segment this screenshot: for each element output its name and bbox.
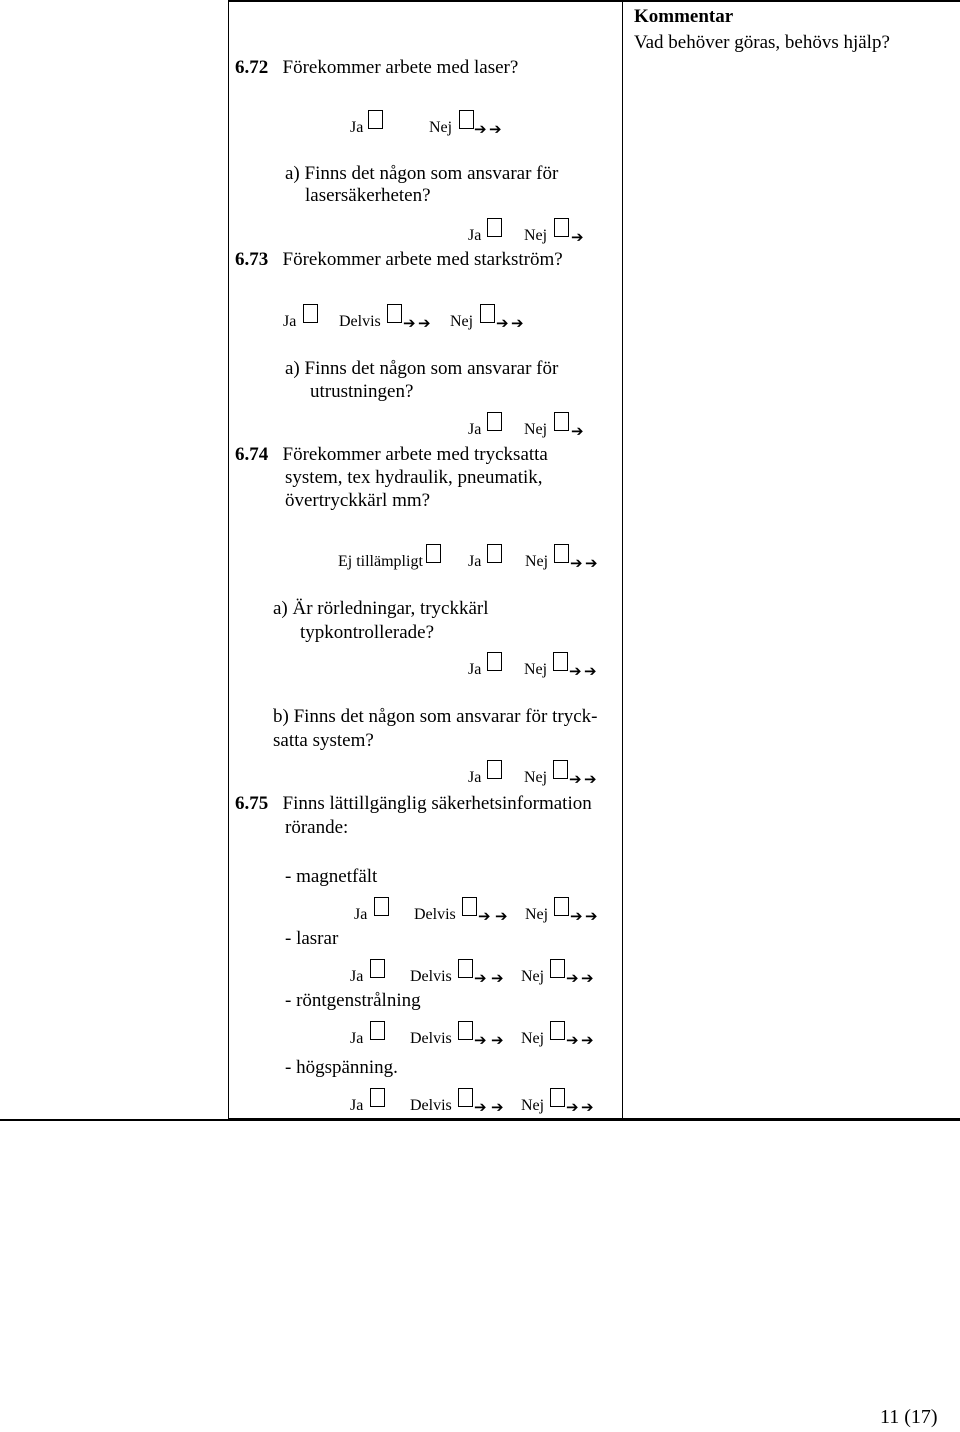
- nej-label: Nej: [429, 119, 453, 136]
- arrow-icon: ➔: [566, 1098, 579, 1116]
- subquestion-6-73-a-line2: utrustningen?: [310, 381, 414, 402]
- arrow-icon: ➔: [585, 554, 598, 572]
- ja-label: Ja: [468, 553, 482, 570]
- answer-row-6-74-a: [468, 660, 618, 684]
- nej-label: Nej: [524, 227, 548, 244]
- nej-checkbox[interactable]: [554, 412, 569, 431]
- nej-checkbox[interactable]: [550, 959, 565, 978]
- arrow-icon: ➔: [478, 907, 491, 925]
- question-number: 6.74: [235, 444, 269, 465]
- answer-row-6-72: [350, 118, 550, 142]
- arrow-icon: ➔: [581, 1098, 594, 1116]
- info-item-hogspanning: - högspänning.: [285, 1057, 398, 1078]
- delvis-checkbox[interactable]: [458, 1021, 473, 1040]
- ja-checkbox[interactable]: [487, 218, 502, 237]
- subquestion-6-74-a-line2: typkontrollerade?: [300, 622, 435, 643]
- ej-tillampligt-label: Ej tillämpligt: [338, 553, 423, 570]
- subquestion-6-72-a-line2: lasersäkerheten?: [305, 185, 431, 206]
- ja-label: Ja: [283, 313, 297, 330]
- delvis-checkbox[interactable]: [458, 1088, 473, 1107]
- arrow-icon: ➔: [403, 314, 416, 332]
- arrow-icon: ➔: [581, 1031, 594, 1049]
- page-number: 11 (17): [880, 1406, 938, 1428]
- nej-checkbox[interactable]: [554, 544, 569, 563]
- delvis-label: Delvis: [410, 1030, 452, 1047]
- arrow-icon: ➔: [569, 662, 582, 680]
- ja-checkbox[interactable]: [370, 959, 385, 978]
- delvis-checkbox[interactable]: [462, 897, 477, 916]
- nej-label: Nej: [524, 421, 548, 438]
- arrow-icon: ➔: [474, 969, 487, 987]
- arrow-icon: ➔: [571, 422, 584, 440]
- arrow-icon: ➔: [491, 969, 504, 987]
- subquestion-6-74-a-line1: a) Är rörledningar, tryckkärl: [273, 598, 489, 619]
- question-6-74-line3: övertryckkärl mm?: [285, 490, 431, 511]
- arrow-icon: ➔: [571, 228, 584, 246]
- nej-checkbox[interactable]: [550, 1088, 565, 1107]
- delvis-label: Delvis: [339, 313, 381, 330]
- table-left-border: [228, 0, 229, 1120]
- subquestion-6-73-a-line1: a) Finns det någon som ansvarar för: [285, 358, 559, 379]
- nej-checkbox[interactable]: [553, 760, 568, 779]
- subquestion-6-74-b-line1: b) Finns det någon som ansvarar för tryck-: [273, 706, 598, 727]
- arrow-icon: ➔: [474, 120, 487, 138]
- question-6-73: [235, 248, 563, 272]
- answer-row-magnetfalt: [354, 905, 614, 929]
- ja-checkbox[interactable]: [487, 760, 502, 779]
- question-number: 6.73: [235, 249, 269, 270]
- nej-label: Nej: [521, 968, 545, 985]
- arrow-icon: ➔: [584, 770, 597, 788]
- answer-row-6-74: [338, 552, 618, 576]
- answer-row-hogspanning: [350, 1096, 610, 1120]
- question-text-line1: Finns lättillgänglig säkerhetsinformation: [282, 793, 592, 814]
- question-text-line1: Förekommer arbete med trycksatta: [282, 444, 548, 465]
- answer-row-rontgenstralning: [350, 1029, 610, 1053]
- nej-checkbox[interactable]: [553, 652, 568, 671]
- ja-label: Ja: [354, 906, 368, 923]
- arrow-icon: ➔: [491, 1031, 504, 1049]
- nej-label: Nej: [524, 769, 548, 786]
- answer-row-6-72-a: [468, 226, 608, 250]
- ja-label: Ja: [468, 227, 482, 244]
- arrow-icon: ➔: [474, 1031, 487, 1049]
- ja-checkbox[interactable]: [370, 1021, 385, 1040]
- answer-row-lasrar: [350, 967, 610, 991]
- arrow-icon: ➔: [570, 554, 583, 572]
- nej-label: Nej: [525, 906, 549, 923]
- arrow-icon: ➔: [581, 969, 594, 987]
- ja-checkbox[interactable]: [374, 897, 389, 916]
- question-6-72: [235, 56, 518, 80]
- nej-checkbox[interactable]: [459, 110, 474, 129]
- delvis-label: Delvis: [410, 968, 452, 985]
- answer-row-6-74-b: [468, 768, 618, 792]
- arrow-icon: ➔: [491, 1098, 504, 1116]
- ja-label: Ja: [350, 968, 364, 985]
- question-text: Förekommer arbete med laser?: [282, 57, 519, 78]
- ja-checkbox[interactable]: [303, 304, 318, 323]
- ja-label: Ja: [350, 1030, 364, 1047]
- question-6-74: [235, 443, 548, 467]
- arrow-icon: ➔: [474, 1098, 487, 1116]
- ja-checkbox[interactable]: [487, 544, 502, 563]
- question-6-75: [235, 792, 592, 816]
- arrow-icon: ➔: [585, 907, 598, 925]
- arrow-icon: ➔: [566, 1031, 579, 1049]
- ja-label: Ja: [468, 769, 482, 786]
- arrow-icon: ➔: [511, 314, 524, 332]
- delvis-label: Delvis: [410, 1097, 452, 1114]
- ja-checkbox[interactable]: [487, 412, 502, 431]
- arrow-icon: ➔: [566, 969, 579, 987]
- question-6-74-line2: system, tex hydraulik, pneumatik,: [285, 467, 543, 488]
- nej-label: Nej: [525, 553, 549, 570]
- subquestion-6-74-b-line2: satta system?: [273, 730, 374, 751]
- nej-label: Nej: [521, 1097, 545, 1114]
- ja-checkbox[interactable]: [368, 110, 383, 129]
- nej-checkbox[interactable]: [550, 1021, 565, 1040]
- arrow-icon: ➔: [489, 120, 502, 138]
- delvis-checkbox[interactable]: [387, 304, 402, 323]
- info-item-rontgenstralning: - röntgenstrålning: [285, 990, 421, 1011]
- arrow-icon: ➔: [570, 907, 583, 925]
- answer-row-6-73-a: [468, 420, 608, 444]
- arrow-icon: ➔: [584, 662, 597, 680]
- table-top-border: [228, 0, 960, 2]
- nej-checkbox[interactable]: [554, 897, 569, 916]
- arrow-icon: ➔: [496, 314, 509, 332]
- ja-checkbox[interactable]: [370, 1088, 385, 1107]
- answer-row-6-73: [283, 312, 543, 336]
- comment-column-title: Kommentar: [634, 6, 734, 27]
- arrow-icon: ➔: [569, 770, 582, 788]
- column-divider: [622, 0, 623, 1120]
- question-number: 6.75: [235, 793, 269, 814]
- arrow-icon: ➔: [495, 907, 508, 925]
- question-6-75-line2: rörande:: [285, 817, 349, 838]
- ej-tillampligt-checkbox[interactable]: [426, 544, 441, 563]
- ja-checkbox[interactable]: [487, 652, 502, 671]
- question-number: 6.72: [235, 57, 269, 78]
- nej-checkbox[interactable]: [554, 218, 569, 237]
- arrow-icon: ➔: [418, 314, 431, 332]
- question-text: Förekommer arbete med starkström?: [282, 249, 563, 270]
- nej-label: Nej: [524, 661, 548, 678]
- delvis-label: Delvis: [414, 906, 456, 923]
- table-bottom-rule-left: [0, 1119, 228, 1121]
- nej-label: Nej: [450, 313, 474, 330]
- nej-label: Nej: [521, 1030, 545, 1047]
- nej-checkbox[interactable]: [480, 304, 495, 323]
- comment-column-subtitle: Vad behöver göras, behövs hjälp?: [634, 32, 890, 53]
- ja-label: Ja: [350, 1097, 364, 1114]
- info-item-magnetfalt: - magnetfält: [285, 866, 378, 887]
- ja-label: Ja: [468, 421, 482, 438]
- ja-label: Ja: [468, 661, 482, 678]
- delvis-checkbox[interactable]: [458, 959, 473, 978]
- subquestion-6-72-a-line1: a) Finns det någon som ansvarar för: [285, 163, 559, 184]
- ja-label: Ja: [350, 119, 364, 136]
- info-item-lasrar: - lasrar: [285, 928, 339, 949]
